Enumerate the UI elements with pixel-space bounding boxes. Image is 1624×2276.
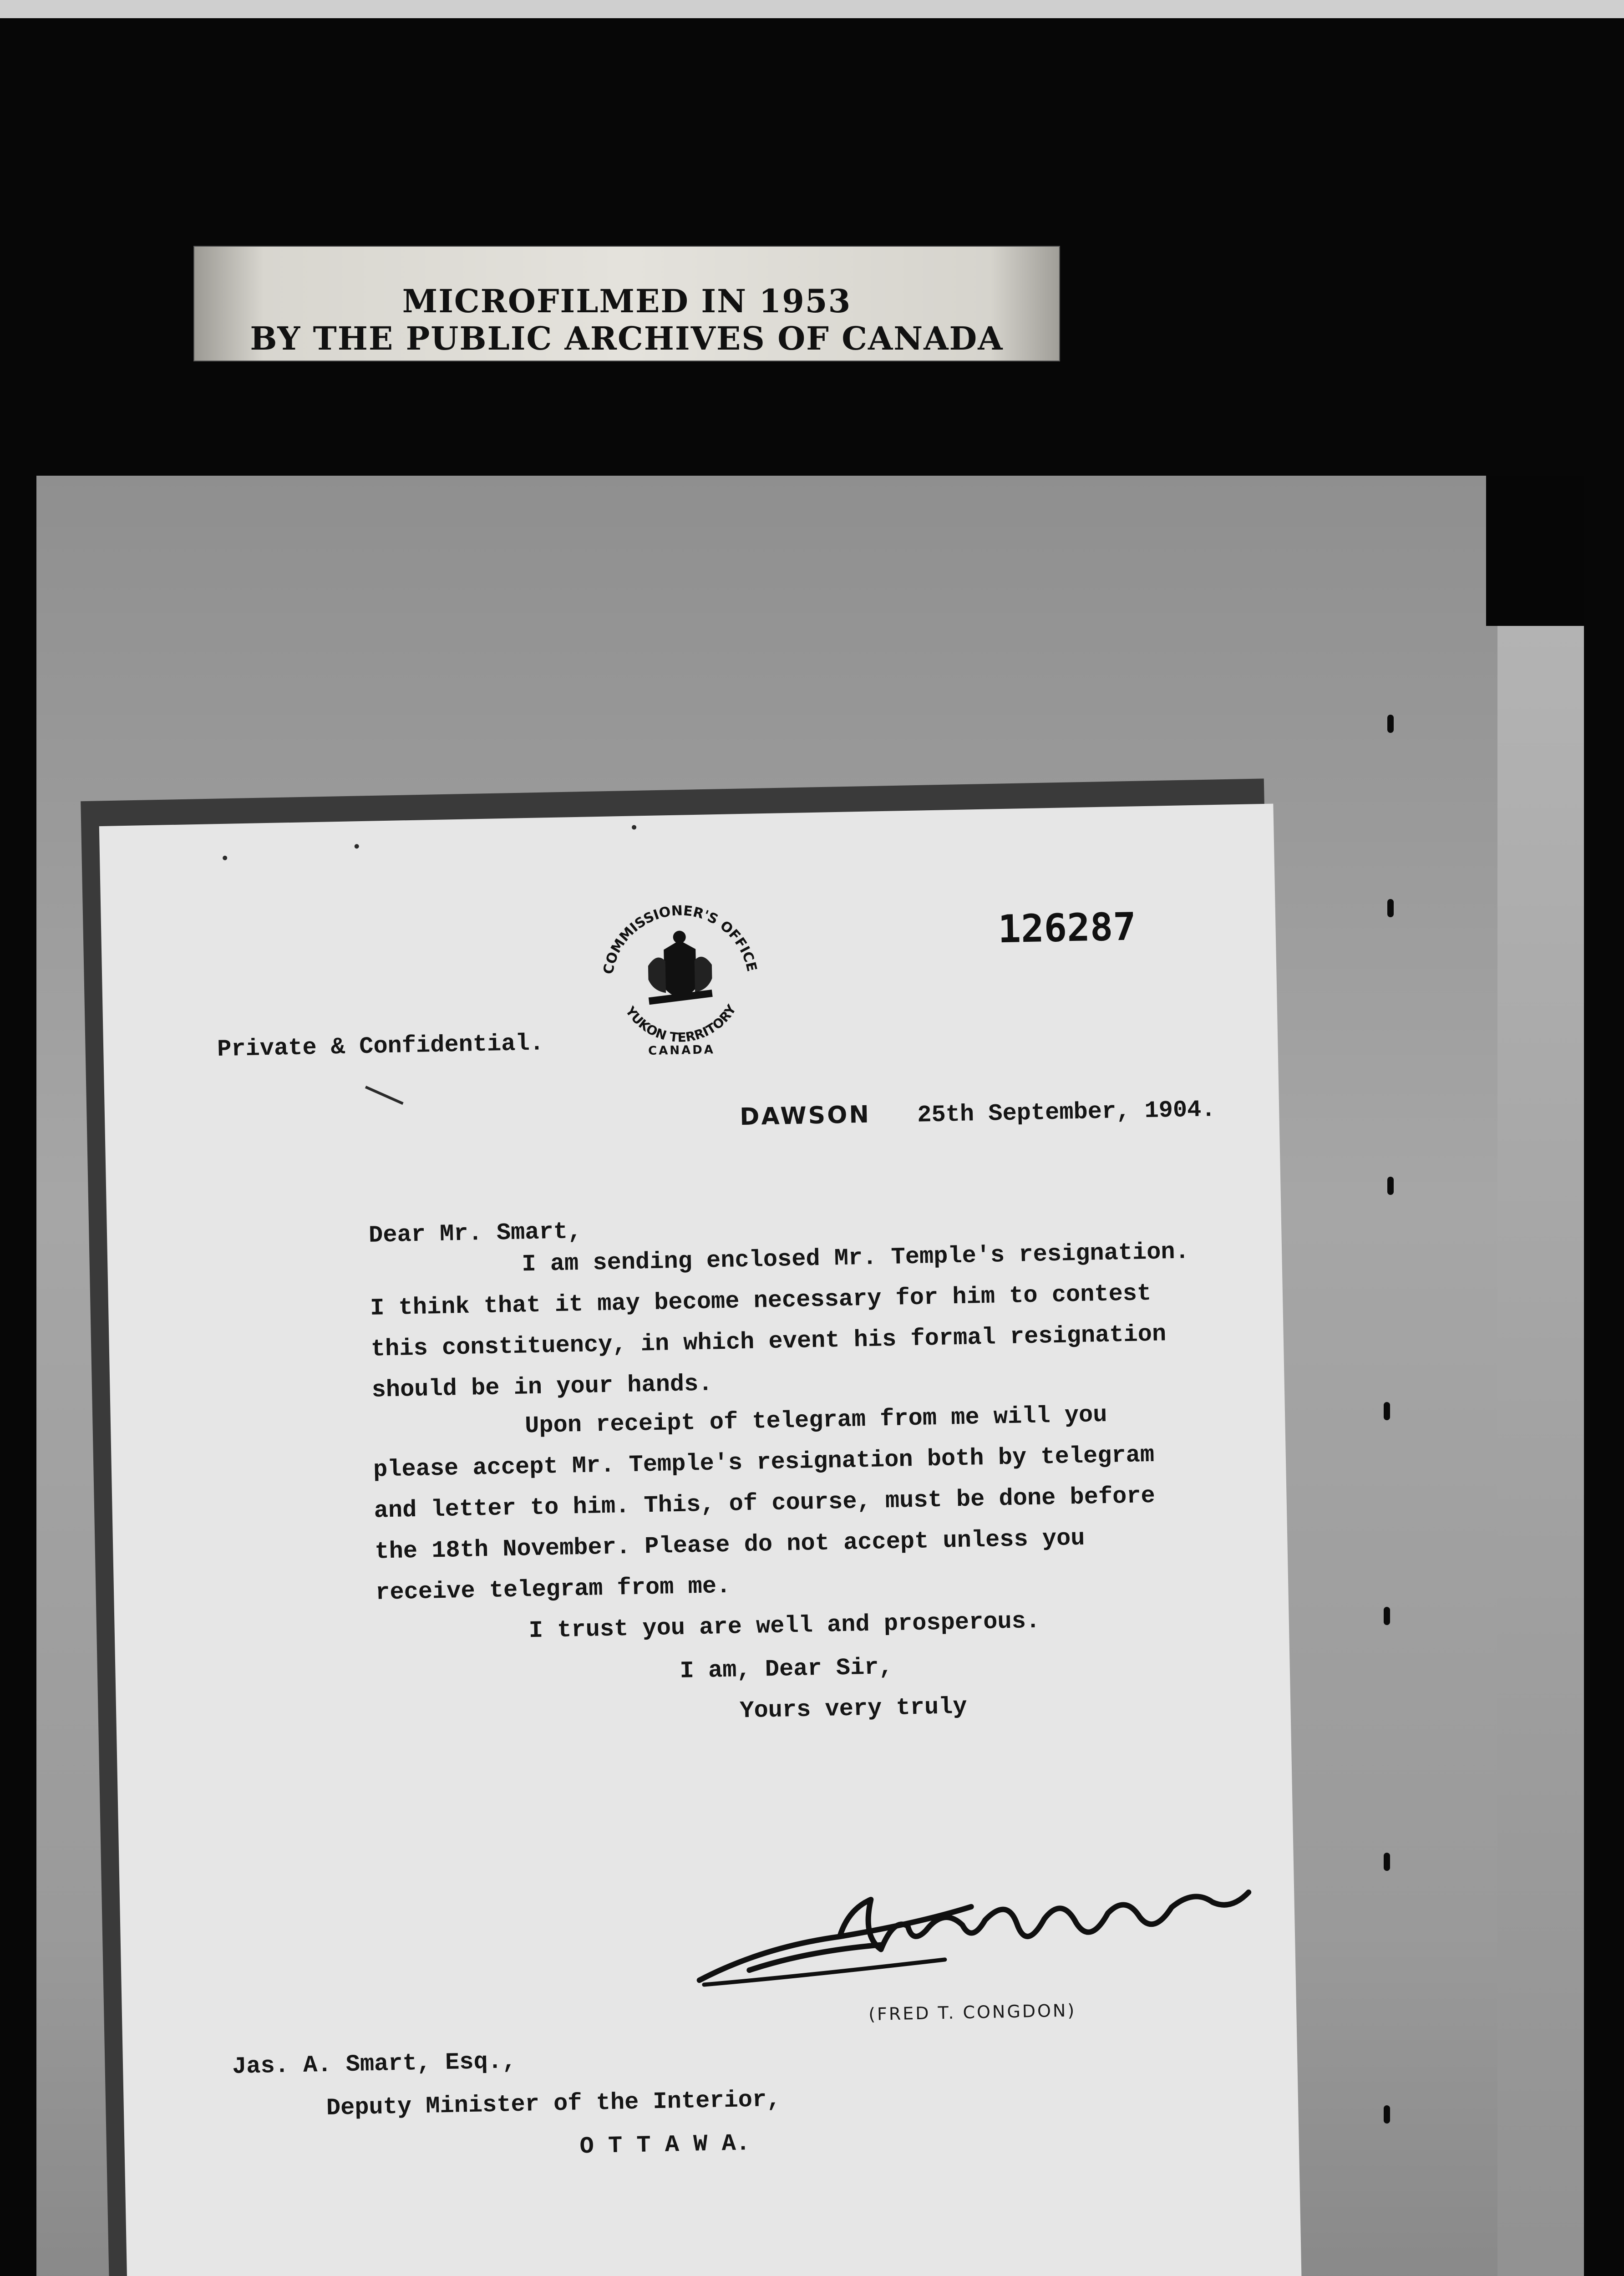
microfilm-label-line-1: MICROFILMED IN 1953: [402, 282, 852, 320]
microfilm-label-line-2: BY THE PUBLIC ARCHIVES OF CANADA: [250, 320, 1004, 357]
binder-hole: [1387, 1177, 1394, 1195]
seal-country: CANADA: [648, 1043, 716, 1058]
microfilm-label: [193, 246, 1060, 361]
salutation: Dear Mr. Smart,: [368, 1218, 582, 1249]
recipient-title: Deputy Minister of the Interior,: [326, 2086, 781, 2122]
ink-mark: [632, 825, 636, 829]
film-edge: [0, 0, 1624, 18]
letter-date: 25th September, 1904.: [917, 1096, 1216, 1129]
letter-page: [99, 804, 1303, 2276]
board-edge-strip: [1497, 626, 1584, 2276]
board-corner-shadow: [1486, 476, 1584, 626]
handwritten-signature: [689, 1874, 1260, 2003]
letter-place: DAWSON: [739, 1101, 871, 1131]
binder-hole: [1387, 715, 1394, 733]
seal-top-text: COMMISSIONER'S OFFICE: [600, 903, 760, 976]
signature-note: (FRED T. CONGDON): [868, 2000, 1076, 2025]
seal-bottom-text: YUKON TERRITORY: [622, 1002, 739, 1045]
binder-hole: [1384, 1607, 1390, 1625]
binder-hole: [1384, 1402, 1390, 1420]
binder-hole: [1387, 899, 1394, 917]
closing-line: I am, Dear Sir,: [680, 1653, 893, 1685]
binder-hole: [1384, 1853, 1390, 1871]
commissioner-seal: [583, 895, 777, 1063]
ink-mark: [365, 1086, 404, 1105]
classification-label: Private & Confidential.: [217, 1030, 544, 1063]
body-line: this constituency, in which event his formal resignation: [370, 1321, 1167, 1363]
binder-hole: [1384, 2105, 1390, 2124]
body-line: Upon receipt of telegram from me will you: [524, 1401, 1108, 1440]
recipient-city: O T T A W A.: [579, 2130, 751, 2160]
recipient-name: Jas. A. Smart, Esq.,: [232, 2047, 517, 2080]
coat-of-arms-icon: [647, 930, 713, 1005]
body-line: the 18th November. Please do not accept unless you: [374, 1524, 1086, 1565]
svg-text:YUKON TERRITORY: [622, 1001, 740, 1046]
body-line: I am sending enclosed Mr. Temple's resignation.: [521, 1238, 1190, 1278]
body-line: I trust you are well and prosperous.: [528, 1607, 1040, 1645]
body-line: I think that it may become necessary for him to contest: [370, 1280, 1152, 1322]
closing-line: Yours very truly: [739, 1693, 968, 1725]
body-line: receive telegram from me.: [375, 1572, 731, 1606]
body-line: please accept Mr. Temple's resignation both by telegram: [373, 1441, 1155, 1483]
document-number: 126287: [997, 904, 1137, 952]
ink-mark: [355, 844, 359, 848]
body-line: should be in your hands.: [371, 1370, 713, 1404]
body-line: and letter to him. This, of course, must be done before: [374, 1482, 1156, 1524]
ink-mark: [223, 856, 227, 860]
